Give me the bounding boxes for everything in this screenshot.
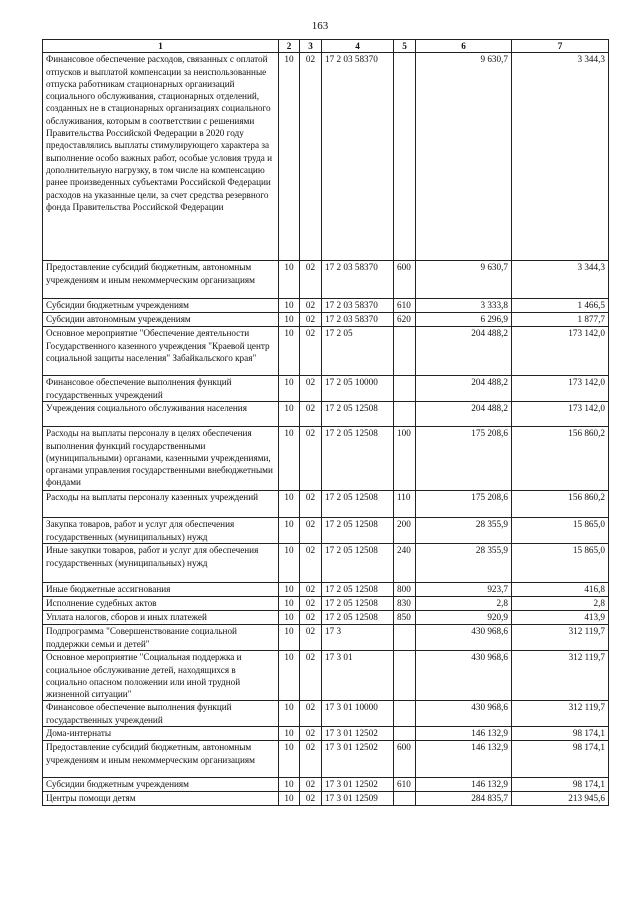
row-subsection: 02 [300,611,322,625]
row-name: Исполнение судебных актов [43,597,279,611]
row-amount-col6: 9 630,7 [416,261,512,299]
row-subsection: 02 [300,792,322,806]
table-row [43,53,609,261]
row-section: 10 [279,727,300,741]
row-amount-col7: 3 344,3 [512,53,609,261]
table-row [43,261,609,299]
row-target-article: 17 3 01 12502 [322,727,394,741]
row-section: 10 [279,651,300,701]
row-amount-col6: 9 630,7 [416,53,512,261]
row-name: Финансовое обеспечение расходов, связанных с оплатой отпусков и выплатой компенсации за неиспользованные отпуска работникам стационарных организаций социального обслуживания, стационарных отделений, созданных не в стационарных организациях социального обслуживания, которым в соответствии с решениями Правительства Российской Федерации в 2020 году предоставлялись выплаты стимулирующего характера за выполнение особо важных работ, особые условия труда и дополнительную нагрузку, в том числе на компенсацию ранее произведенных субъектами Российской Федерации расходов на указанные цели, за счет средства резервного фонда Правительства Российской Федерации [43,53,279,261]
row-amount-col7: 173 142,0 [512,376,609,402]
row-section: 10 [279,491,300,518]
row-section: 10 [279,327,300,376]
page-number: 163 [311,20,329,32]
row-target-article: 17 2 05 12508 [322,518,394,544]
row-expense-type [394,792,416,806]
row-target-article: 17 2 03 58370 [322,313,394,327]
row-target-article: 17 2 03 58370 [322,261,394,299]
row-amount-col6: 920,9 [416,611,512,625]
row-amount-col6: 28 355,9 [416,544,512,583]
table-row [43,491,609,518]
row-amount-col6: 2,8 [416,597,512,611]
row-subsection: 02 [300,491,322,518]
row-target-article: 17 3 01 [322,651,394,701]
row-name: Финансовое обеспечение выполнения функций государственных учреждений [43,376,279,402]
row-subsection: 02 [300,583,322,597]
table-row [43,427,609,491]
row-section: 10 [279,597,300,611]
row-amount-col7: 98 174,1 [512,778,609,792]
header-col-5: 5 [394,40,416,53]
row-subsection: 02 [300,299,322,313]
row-name: Субсидии автономным учреждениям [43,313,279,327]
row-expense-type: 600 [394,741,416,778]
row-target-article: 17 3 01 10000 [322,701,394,727]
row-amount-col6: 430 968,6 [416,625,512,651]
table-row [43,327,609,376]
table-row [43,597,609,611]
row-amount-col6: 146 132,9 [416,741,512,778]
row-subsection: 02 [300,544,322,583]
row-expense-type: 800 [394,583,416,597]
table-row [43,402,609,427]
row-expense-type [394,376,416,402]
row-subsection: 02 [300,327,322,376]
table-row [43,651,609,701]
row-amount-col6: 175 208,6 [416,491,512,518]
row-amount-col6: 204 488,2 [416,327,512,376]
row-amount-col7: 312 119,7 [512,701,609,727]
row-target-article: 17 3 01 12502 [322,741,394,778]
row-amount-col7: 98 174,1 [512,727,609,741]
table-row [43,313,609,327]
row-section: 10 [279,53,300,261]
row-target-article: 17 3 01 12502 [322,778,394,792]
row-subsection: 02 [300,402,322,427]
row-subsection: 02 [300,518,322,544]
row-amount-col7: 156 860,2 [512,427,609,491]
row-amount-col6: 923,7 [416,583,512,597]
table-body [43,53,609,806]
row-amount-col7: 173 142,0 [512,402,609,427]
header-row [43,40,609,53]
header-col-1: 1 [43,40,279,53]
row-expense-type: 610 [394,299,416,313]
row-amount-col7: 156 860,2 [512,491,609,518]
row-name: Подпрограмма "Совершенствование социальной поддержки семьи и детей" [43,625,279,651]
row-section: 10 [279,625,300,651]
row-name: Предоставление субсидий бюджетным, автономным учреждениям и иным некоммерческим организациям [43,261,279,299]
row-expense-type [394,651,416,701]
row-section: 10 [279,261,300,299]
row-amount-col6: 430 968,6 [416,651,512,701]
row-subsection: 02 [300,701,322,727]
row-expense-type: 240 [394,544,416,583]
row-amount-col6: 3 333,8 [416,299,512,313]
row-name: Расходы на выплаты персоналу казенных учреждений [43,491,279,518]
row-amount-col6: 430 968,6 [416,701,512,727]
row-section: 10 [279,313,300,327]
row-name: Уплата налогов, сборов и иных платежей [43,611,279,625]
table-row [43,299,609,313]
row-expense-type [394,701,416,727]
row-amount-col7: 413,9 [512,611,609,625]
row-expense-type [394,625,416,651]
table-row [43,583,609,597]
table-row [43,544,609,583]
row-expense-type: 110 [394,491,416,518]
row-name: Основное мероприятие "Социальная поддержка и социальное обслуживание детей, находящихся в социально опасном положении или иной трудной жизненной ситуации" [43,651,279,701]
row-section: 10 [279,544,300,583]
row-subsection: 02 [300,727,322,741]
row-amount-col6: 6 296,9 [416,313,512,327]
row-amount-col7: 3 344,3 [512,261,609,299]
table-header [43,40,609,53]
row-amount-col6: 204 488,2 [416,376,512,402]
row-name: Предоставление субсидий бюджетным, автономным учреждениям и иным некоммерческим организациям [43,741,279,778]
row-name: Основное мероприятие "Обеспечение деятельности Государственного казенного учреждения "Краевой центр социальной защиты населения" Забайкальского края" [43,327,279,376]
row-amount-col7: 15 865,0 [512,544,609,583]
row-target-article: 17 2 05 12508 [322,427,394,491]
row-section: 10 [279,741,300,778]
row-expense-type [394,402,416,427]
budget-table [42,39,609,806]
row-amount-col6: 146 132,9 [416,727,512,741]
row-target-article: 17 3 01 12509 [322,792,394,806]
header-col-7: 7 [512,40,609,53]
row-expense-type: 610 [394,778,416,792]
row-expense-type: 100 [394,427,416,491]
row-amount-col6: 284 835,7 [416,792,512,806]
table-row [43,727,609,741]
table-row [43,376,609,402]
row-section: 10 [279,376,300,402]
table-row [43,611,609,625]
row-subsection: 02 [300,376,322,402]
row-amount-col7: 312 119,7 [512,651,609,701]
row-section: 10 [279,701,300,727]
table-row [43,741,609,778]
row-target-article: 17 2 05 10000 [322,376,394,402]
row-section: 10 [279,611,300,625]
row-expense-type: 600 [394,261,416,299]
row-amount-col7: 98 174,1 [512,741,609,778]
table-row [43,518,609,544]
row-section: 10 [279,583,300,597]
row-name: Финансовое обеспечение выполнения функций государственных учреждений [43,701,279,727]
row-target-article: 17 2 05 12508 [322,583,394,597]
row-section: 10 [279,518,300,544]
row-subsection: 02 [300,261,322,299]
row-subsection: 02 [300,651,322,701]
row-name: Субсидии бюджетным учреждениям [43,778,279,792]
row-amount-col7: 312 119,7 [512,625,609,651]
row-target-article: 17 2 05 [322,327,394,376]
row-amount-col7: 173 142,0 [512,327,609,376]
row-section: 10 [279,402,300,427]
row-target-article: 17 2 05 12508 [322,544,394,583]
row-subsection: 02 [300,625,322,651]
row-target-article: 17 3 [322,625,394,651]
row-amount-col7: 416,8 [512,583,609,597]
row-target-article: 17 2 05 12508 [322,597,394,611]
row-section: 10 [279,427,300,491]
row-name: Дома-интернаты [43,727,279,741]
table-row [43,625,609,651]
row-target-article: 17 2 03 58370 [322,53,394,261]
row-name: Расходы на выплаты персоналу в целях обеспечения выполнения функций государственными (муниципальными) органами, казенными учреждениями, органами управления государственными внебюджетными фондами [43,427,279,491]
row-expense-type: 620 [394,313,416,327]
row-amount-col7: 1 466,5 [512,299,609,313]
row-amount-col7: 15 865,0 [512,518,609,544]
row-expense-type [394,53,416,261]
row-expense-type: 850 [394,611,416,625]
row-expense-type [394,327,416,376]
header-col-3: 3 [300,40,322,53]
row-name: Иные закупки товаров, работ и услуг для обеспечения государственных (муниципальных) нужд [43,544,279,583]
row-expense-type [394,727,416,741]
row-subsection: 02 [300,53,322,261]
row-subsection: 02 [300,597,322,611]
row-target-article: 17 2 05 12508 [322,402,394,427]
row-amount-col6: 204 488,2 [416,402,512,427]
table-row [43,792,609,806]
row-target-article: 17 2 05 12508 [322,491,394,518]
row-subsection: 02 [300,427,322,491]
row-name: Центры помощи детям [43,792,279,806]
header-col-6: 6 [416,40,512,53]
row-amount-col6: 175 208,6 [416,427,512,491]
row-subsection: 02 [300,778,322,792]
row-section: 10 [279,299,300,313]
header-col-2: 2 [279,40,300,53]
row-expense-type: 200 [394,518,416,544]
row-subsection: 02 [300,741,322,778]
row-amount-col7: 1 877,7 [512,313,609,327]
row-name: Иные бюджетные ассигнования [43,583,279,597]
table-row [43,701,609,727]
row-amount-col7: 2,8 [512,597,609,611]
row-name: Субсидии бюджетным учреждениям [43,299,279,313]
row-amount-col6: 146 132,9 [416,778,512,792]
row-name: Закупка товаров, работ и услуг для обеспечения государственных (муниципальных) нужд [43,518,279,544]
row-subsection: 02 [300,313,322,327]
row-target-article: 17 2 03 58370 [322,299,394,313]
row-section: 10 [279,778,300,792]
row-expense-type: 830 [394,597,416,611]
row-name: Учреждения социального обслуживания населения [43,402,279,427]
row-section: 10 [279,792,300,806]
row-amount-col6: 28 355,9 [416,518,512,544]
header-col-4: 4 [322,40,394,53]
row-target-article: 17 2 05 12508 [322,611,394,625]
table-row [43,778,609,792]
row-amount-col7: 213 945,6 [512,792,609,806]
